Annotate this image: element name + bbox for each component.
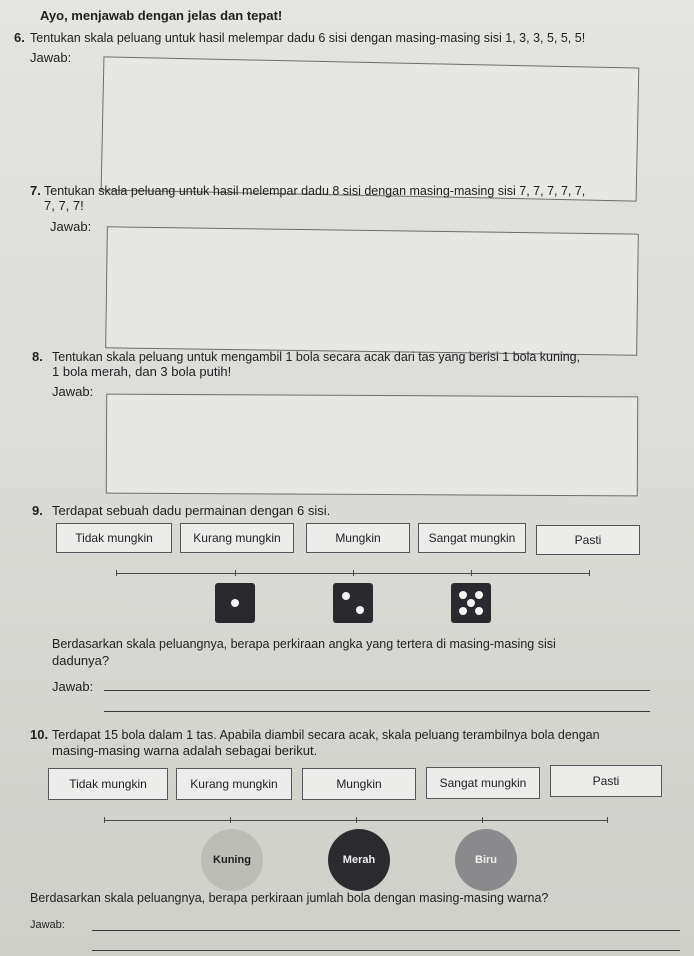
- yellow-ball: [201, 829, 263, 891]
- q10-question: Berdasarkan skala peluangnya, berapa perkiraan jumlah bola dengan masing-masing warna?: [30, 891, 549, 905]
- die-pip: [231, 599, 239, 607]
- q6-number: 6.: [14, 30, 25, 45]
- red-ball-label: Merah: [342, 854, 376, 866]
- q10-scale-tidak-mungkin: Tidak mungkin: [48, 768, 168, 800]
- q10-tick: [356, 817, 357, 823]
- q9-scale-kurang-mungkin: Kurang mungkin: [180, 523, 294, 553]
- q10-answer-line[interactable]: [92, 950, 680, 951]
- q9-tick: [116, 570, 117, 576]
- q6-answer-label: Jawab:: [30, 50, 72, 65]
- q10-answer-line[interactable]: [92, 930, 680, 931]
- q9-answer-line[interactable]: [104, 690, 650, 691]
- q10-answer-label: Jawab:: [30, 919, 65, 931]
- q9-scale-sangat-mungkin: Sangat mungkin: [418, 523, 526, 553]
- q9-text: Terdapat sebuah dadu permainan dengan 6 sisi.: [52, 503, 331, 518]
- q10-scale-pasti: Pasti: [550, 765, 662, 797]
- q9-tick: [589, 570, 590, 576]
- die-pip: [459, 607, 467, 615]
- q9-scale-pasti: Pasti: [536, 525, 640, 555]
- q8-number: 8.: [32, 349, 43, 364]
- blue-ball: [455, 829, 517, 891]
- q9-answer-label: Jawab:: [52, 679, 94, 694]
- q7-number: 7.: [30, 183, 41, 198]
- die-pip: [356, 606, 364, 614]
- red-ball: [328, 829, 390, 891]
- q7-text-line2: 7, 7, 7!: [44, 198, 84, 213]
- yellow-ball-label: Kuning: [213, 854, 251, 866]
- q9-tick: [235, 570, 236, 576]
- q10-number: 10.: [30, 727, 49, 742]
- section-header: Ayo, menjawab dengan jelas dan tepat!: [40, 8, 283, 23]
- q9-question-line1: Berdasarkan skala peluangnya, berapa perkiraan angka yang tertera di masing-masing sisi: [52, 637, 556, 651]
- q10-tick: [482, 817, 483, 823]
- q9-tick: [353, 570, 354, 576]
- die-pip: [459, 591, 467, 599]
- q9-answer-line[interactable]: [104, 711, 650, 712]
- die-two-face: [333, 583, 373, 623]
- q6-answer-box[interactable]: [101, 56, 640, 201]
- q8-text-line1: Tentukan skala peluang untuk mengambil 1 bola secara acak dari tas yang berisi 1 bola kuning,: [52, 350, 581, 364]
- q10-text-line1: Terdapat 15 bola dalam 1 tas. Apabila diambil secara acak, skala peluang terambilnya bola dengan: [52, 728, 600, 742]
- q7-text-line1: Tentukan skala peluang untuk hasil melempar dadu 8 sisi dengan masing-masing sisi 7, 7, 7, 7, 7,: [44, 184, 586, 198]
- die-five-face: [451, 583, 491, 623]
- q8-answer-label: Jawab:: [52, 384, 94, 399]
- q9-scale-tidak-mungkin: Tidak mungkin: [56, 523, 172, 553]
- q10-text-line2: masing-masing warna adalah sebagai berikut.: [52, 743, 318, 758]
- q8-answer-box[interactable]: [106, 394, 639, 497]
- q9-question-line2: dadunya?: [52, 653, 110, 668]
- q10-tick: [230, 817, 231, 823]
- q10-scale-kurang-mungkin: Kurang mungkin: [176, 768, 292, 800]
- q9-scale-mungkin: Mungkin: [306, 523, 410, 553]
- q10-scale-sangat-mungkin: Sangat mungkin: [426, 767, 540, 799]
- q10-tick: [607, 817, 608, 823]
- q10-scale-mungkin: Mungkin: [302, 768, 416, 800]
- q7-answer-box[interactable]: [105, 226, 639, 355]
- die-pip: [475, 607, 483, 615]
- die-pip: [467, 599, 475, 607]
- die-pip: [342, 592, 350, 600]
- blue-ball-label: Biru: [475, 854, 497, 866]
- q10-tick: [104, 817, 105, 823]
- q7-answer-label: Jawab:: [50, 219, 92, 234]
- q8-text-line2: 1 bola merah, dan 3 bola putih!: [52, 364, 232, 379]
- die-one-face: [215, 583, 255, 623]
- q9-tick: [471, 570, 472, 576]
- die-pip: [475, 591, 483, 599]
- q9-number: 9.: [32, 503, 43, 518]
- q6-text: Tentukan skala peluang untuk hasil melempar dadu 6 sisi dengan masing-masing sisi 1, 3, 3, 5, 5, 5!: [30, 31, 586, 45]
